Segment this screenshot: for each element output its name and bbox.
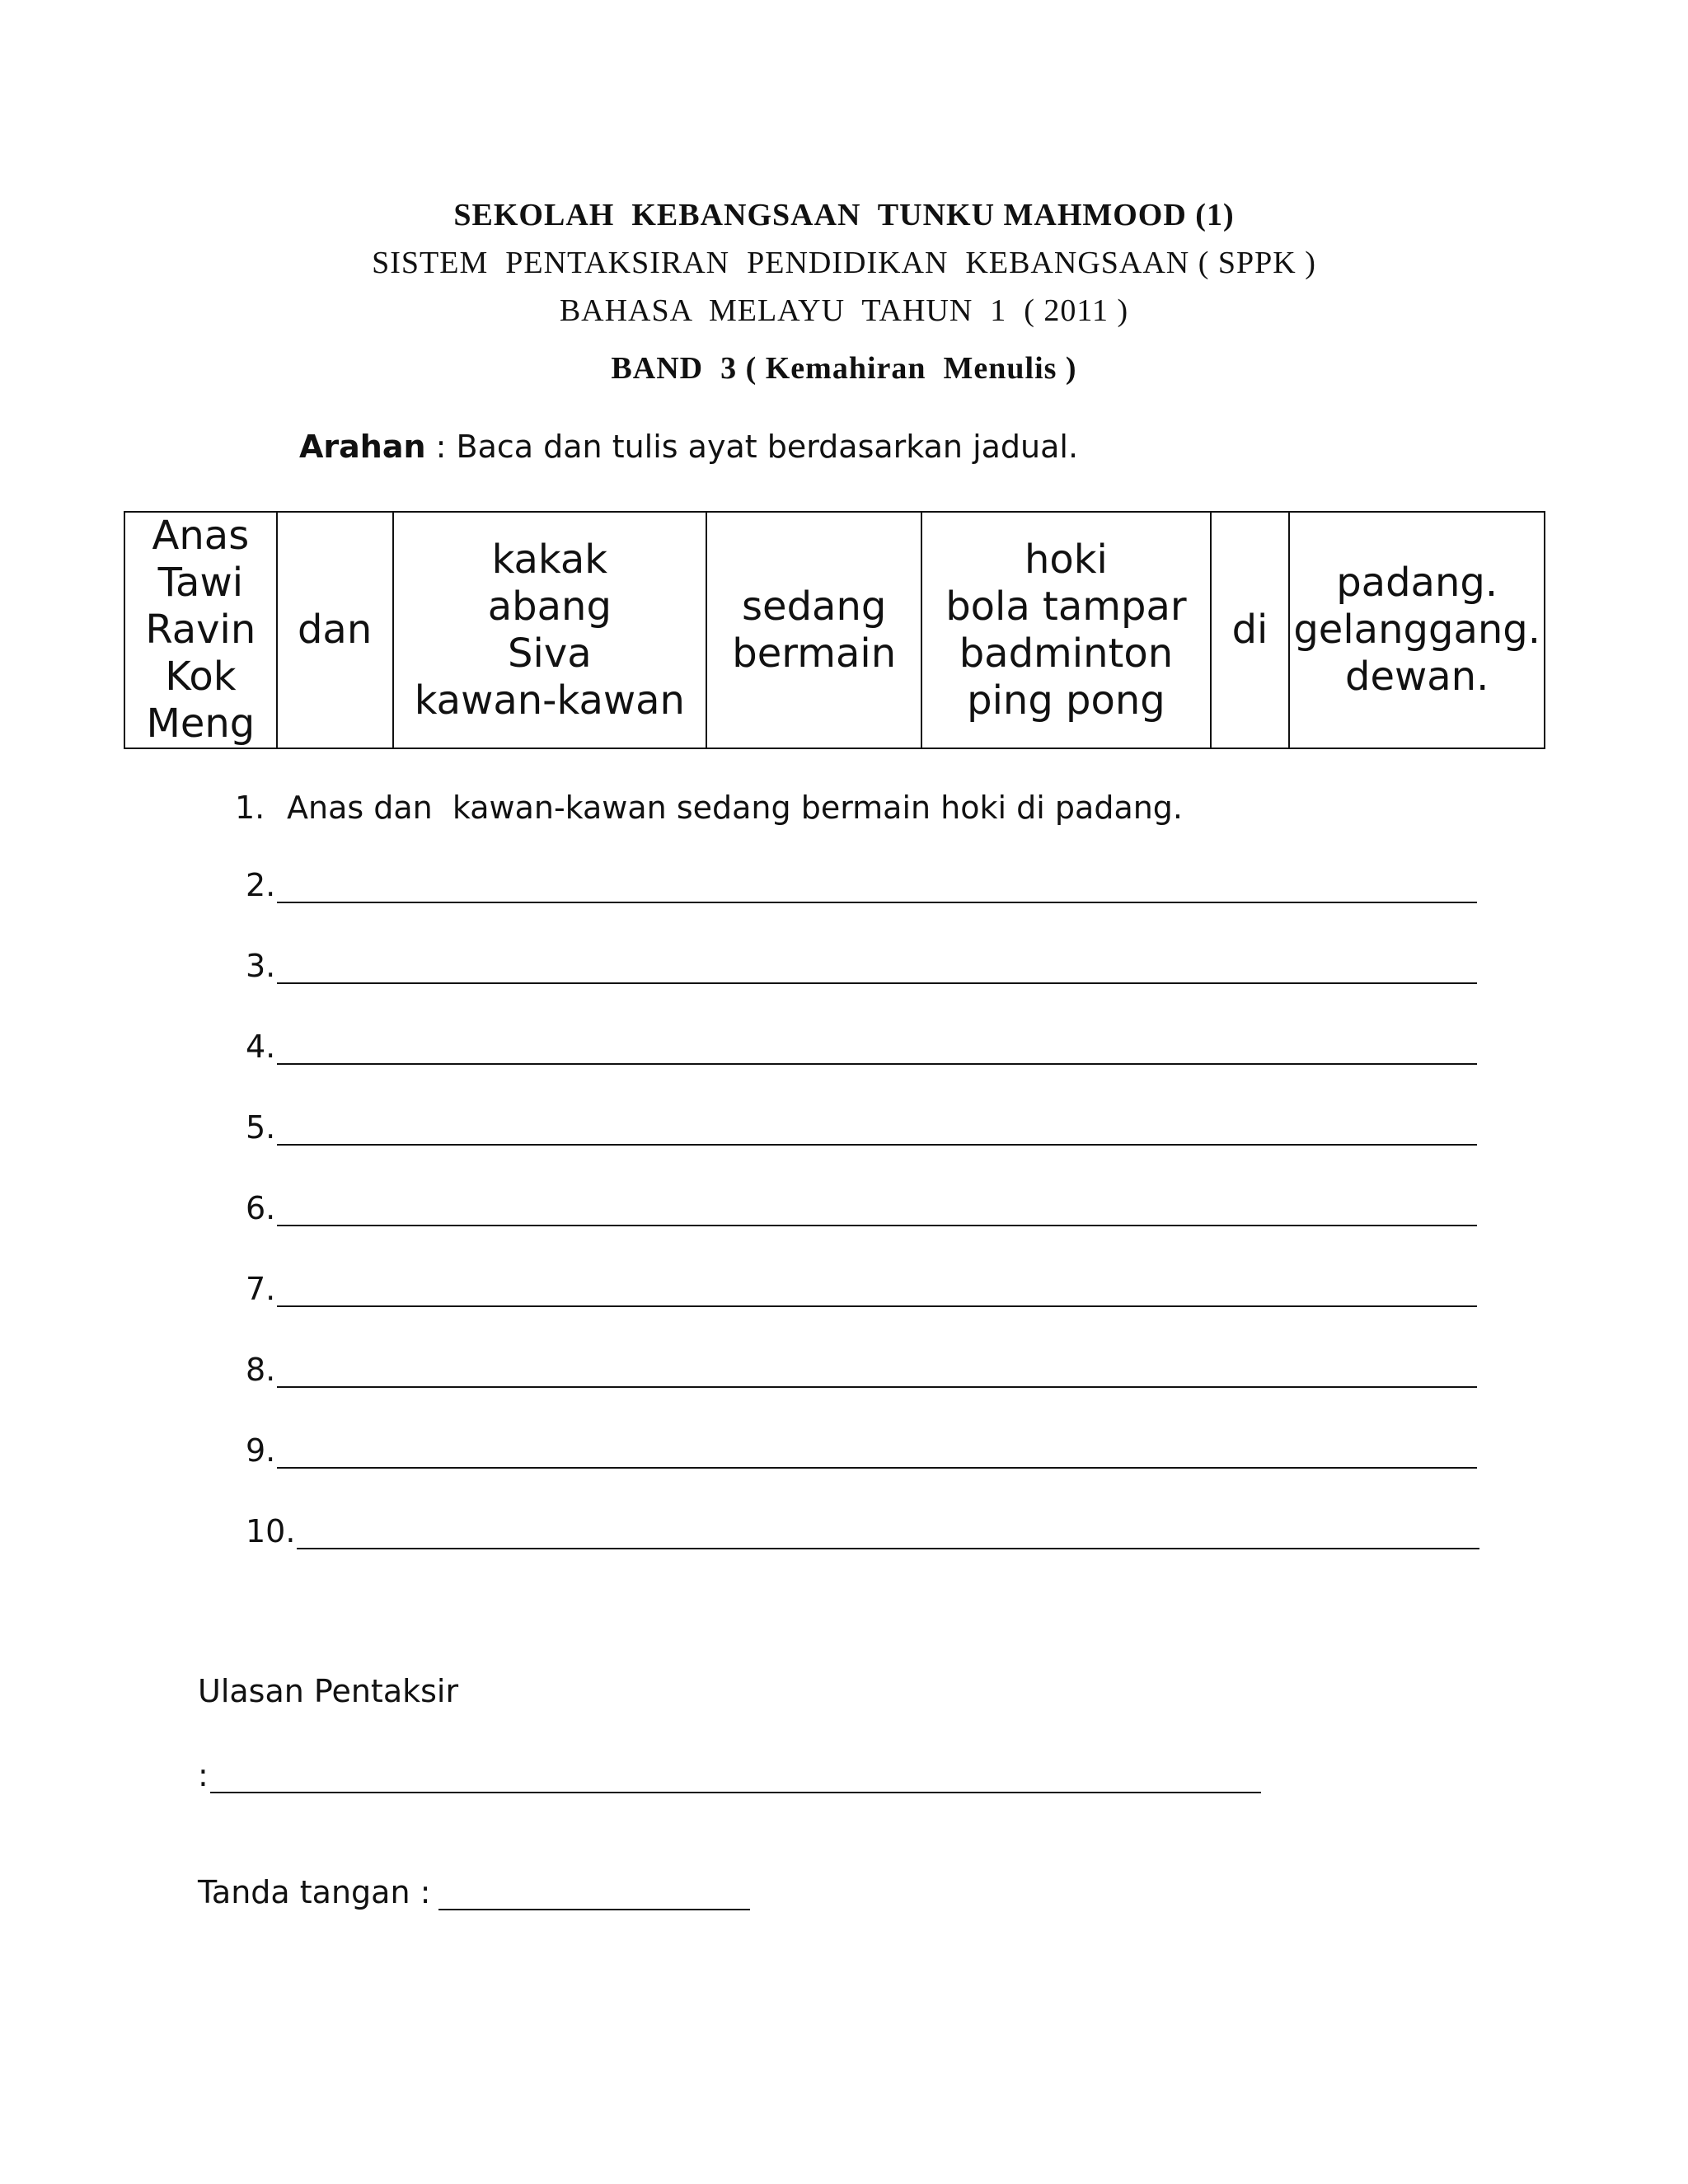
table-word: Siva xyxy=(508,630,592,677)
signature-label: Tanda tangan : xyxy=(198,1874,431,1910)
review-colon: : xyxy=(198,1757,209,1793)
table-word: kakak xyxy=(491,536,608,583)
school-name: SEKOLAH KEBANGSAAN TUNKU MAHMOOD (1) xyxy=(453,198,1235,232)
answer-line[interactable] xyxy=(246,1188,1477,1226)
table-word: sedang xyxy=(742,583,887,630)
writing-line[interactable] xyxy=(277,1437,1477,1469)
writing-line[interactable] xyxy=(277,1033,1477,1065)
writing-line[interactable] xyxy=(210,1762,1261,1793)
writing-line[interactable] xyxy=(277,1276,1477,1307)
answer-number: 6. xyxy=(246,1190,276,1226)
answer-number: 2. xyxy=(246,867,276,903)
answer-line[interactable] xyxy=(246,1431,1477,1469)
subject-column xyxy=(124,512,277,748)
table-word: Tawi xyxy=(157,560,244,606)
table-word: ping pong xyxy=(967,677,1165,724)
answer-line[interactable] xyxy=(246,1269,1477,1307)
answer-line[interactable] xyxy=(246,946,1477,984)
band-title: BAND 3 ( Kemahiran Menulis ) xyxy=(611,351,1077,386)
table-word: badminton xyxy=(959,630,1174,677)
answer-number: 3. xyxy=(246,948,276,984)
table-word: abang xyxy=(487,583,612,630)
answer-number: 10. xyxy=(246,1513,296,1549)
table-word: Meng xyxy=(146,701,256,747)
word-table xyxy=(124,511,1545,749)
writing-line[interactable] xyxy=(277,953,1477,984)
table-word: di xyxy=(1231,607,1268,653)
answer-number: 7. xyxy=(246,1271,276,1307)
table-word: Kok xyxy=(165,654,237,700)
word-table-row xyxy=(124,512,1545,748)
answer-line[interactable] xyxy=(246,1108,1477,1146)
verb-column xyxy=(706,512,921,748)
review-line[interactable] xyxy=(198,1755,1261,1793)
answer-number: 9. xyxy=(246,1432,276,1469)
sport-column xyxy=(921,512,1210,748)
answer-line[interactable] xyxy=(246,1350,1477,1388)
instruction xyxy=(299,429,1078,465)
answer-line[interactable] xyxy=(246,1027,1477,1065)
example-number: 1. xyxy=(235,790,265,826)
assessment-system: SISTEM PENTAKSIRAN PENDIDIKAN KEBANGSAAN ( SPPK ) xyxy=(372,246,1316,280)
table-word: hoki xyxy=(1024,536,1108,583)
writing-line[interactable] xyxy=(277,1195,1477,1226)
table-word: gelanggang. xyxy=(1293,607,1540,653)
instruction-label: Arahan xyxy=(299,429,426,465)
review-label: Ulasan Pentaksir xyxy=(198,1673,459,1709)
answer-number: 8. xyxy=(246,1352,276,1388)
table-word: bola tampar xyxy=(945,583,1187,630)
companion-column xyxy=(393,512,707,748)
subject-year: BAHASA MELAYU TAHUN 1 ( 2011 ) xyxy=(559,293,1129,328)
signature-field[interactable] xyxy=(198,1872,750,1910)
writing-line[interactable] xyxy=(277,872,1477,903)
table-word: Anas xyxy=(152,513,250,559)
example-text: Anas dan kawan-kawan sedang bermain hoki di padang. xyxy=(287,790,1184,826)
table-word: dewan. xyxy=(1344,654,1489,700)
table-word: bermain xyxy=(732,630,897,677)
writing-line[interactable] xyxy=(277,1357,1477,1388)
table-word: Ravin xyxy=(145,607,256,653)
conjunction-column xyxy=(277,512,393,748)
example-sentence xyxy=(235,790,1183,826)
table-word: kawan-kawan xyxy=(414,677,685,724)
answer-number: 5. xyxy=(246,1109,276,1146)
table-word: dan xyxy=(297,607,373,653)
answer-number: 4. xyxy=(246,1029,276,1065)
table-word: padang. xyxy=(1336,560,1498,606)
answer-line[interactable] xyxy=(246,1511,1479,1549)
answer-line[interactable] xyxy=(246,865,1477,903)
writing-line[interactable] xyxy=(297,1518,1479,1549)
signature-line[interactable] xyxy=(438,1879,750,1910)
place-column xyxy=(1289,512,1545,748)
preposition-column xyxy=(1211,512,1290,748)
document-header xyxy=(0,191,1688,335)
instruction-text: : Baca dan tulis ayat berdasarkan jadual. xyxy=(425,429,1079,465)
writing-line[interactable] xyxy=(277,1114,1477,1146)
